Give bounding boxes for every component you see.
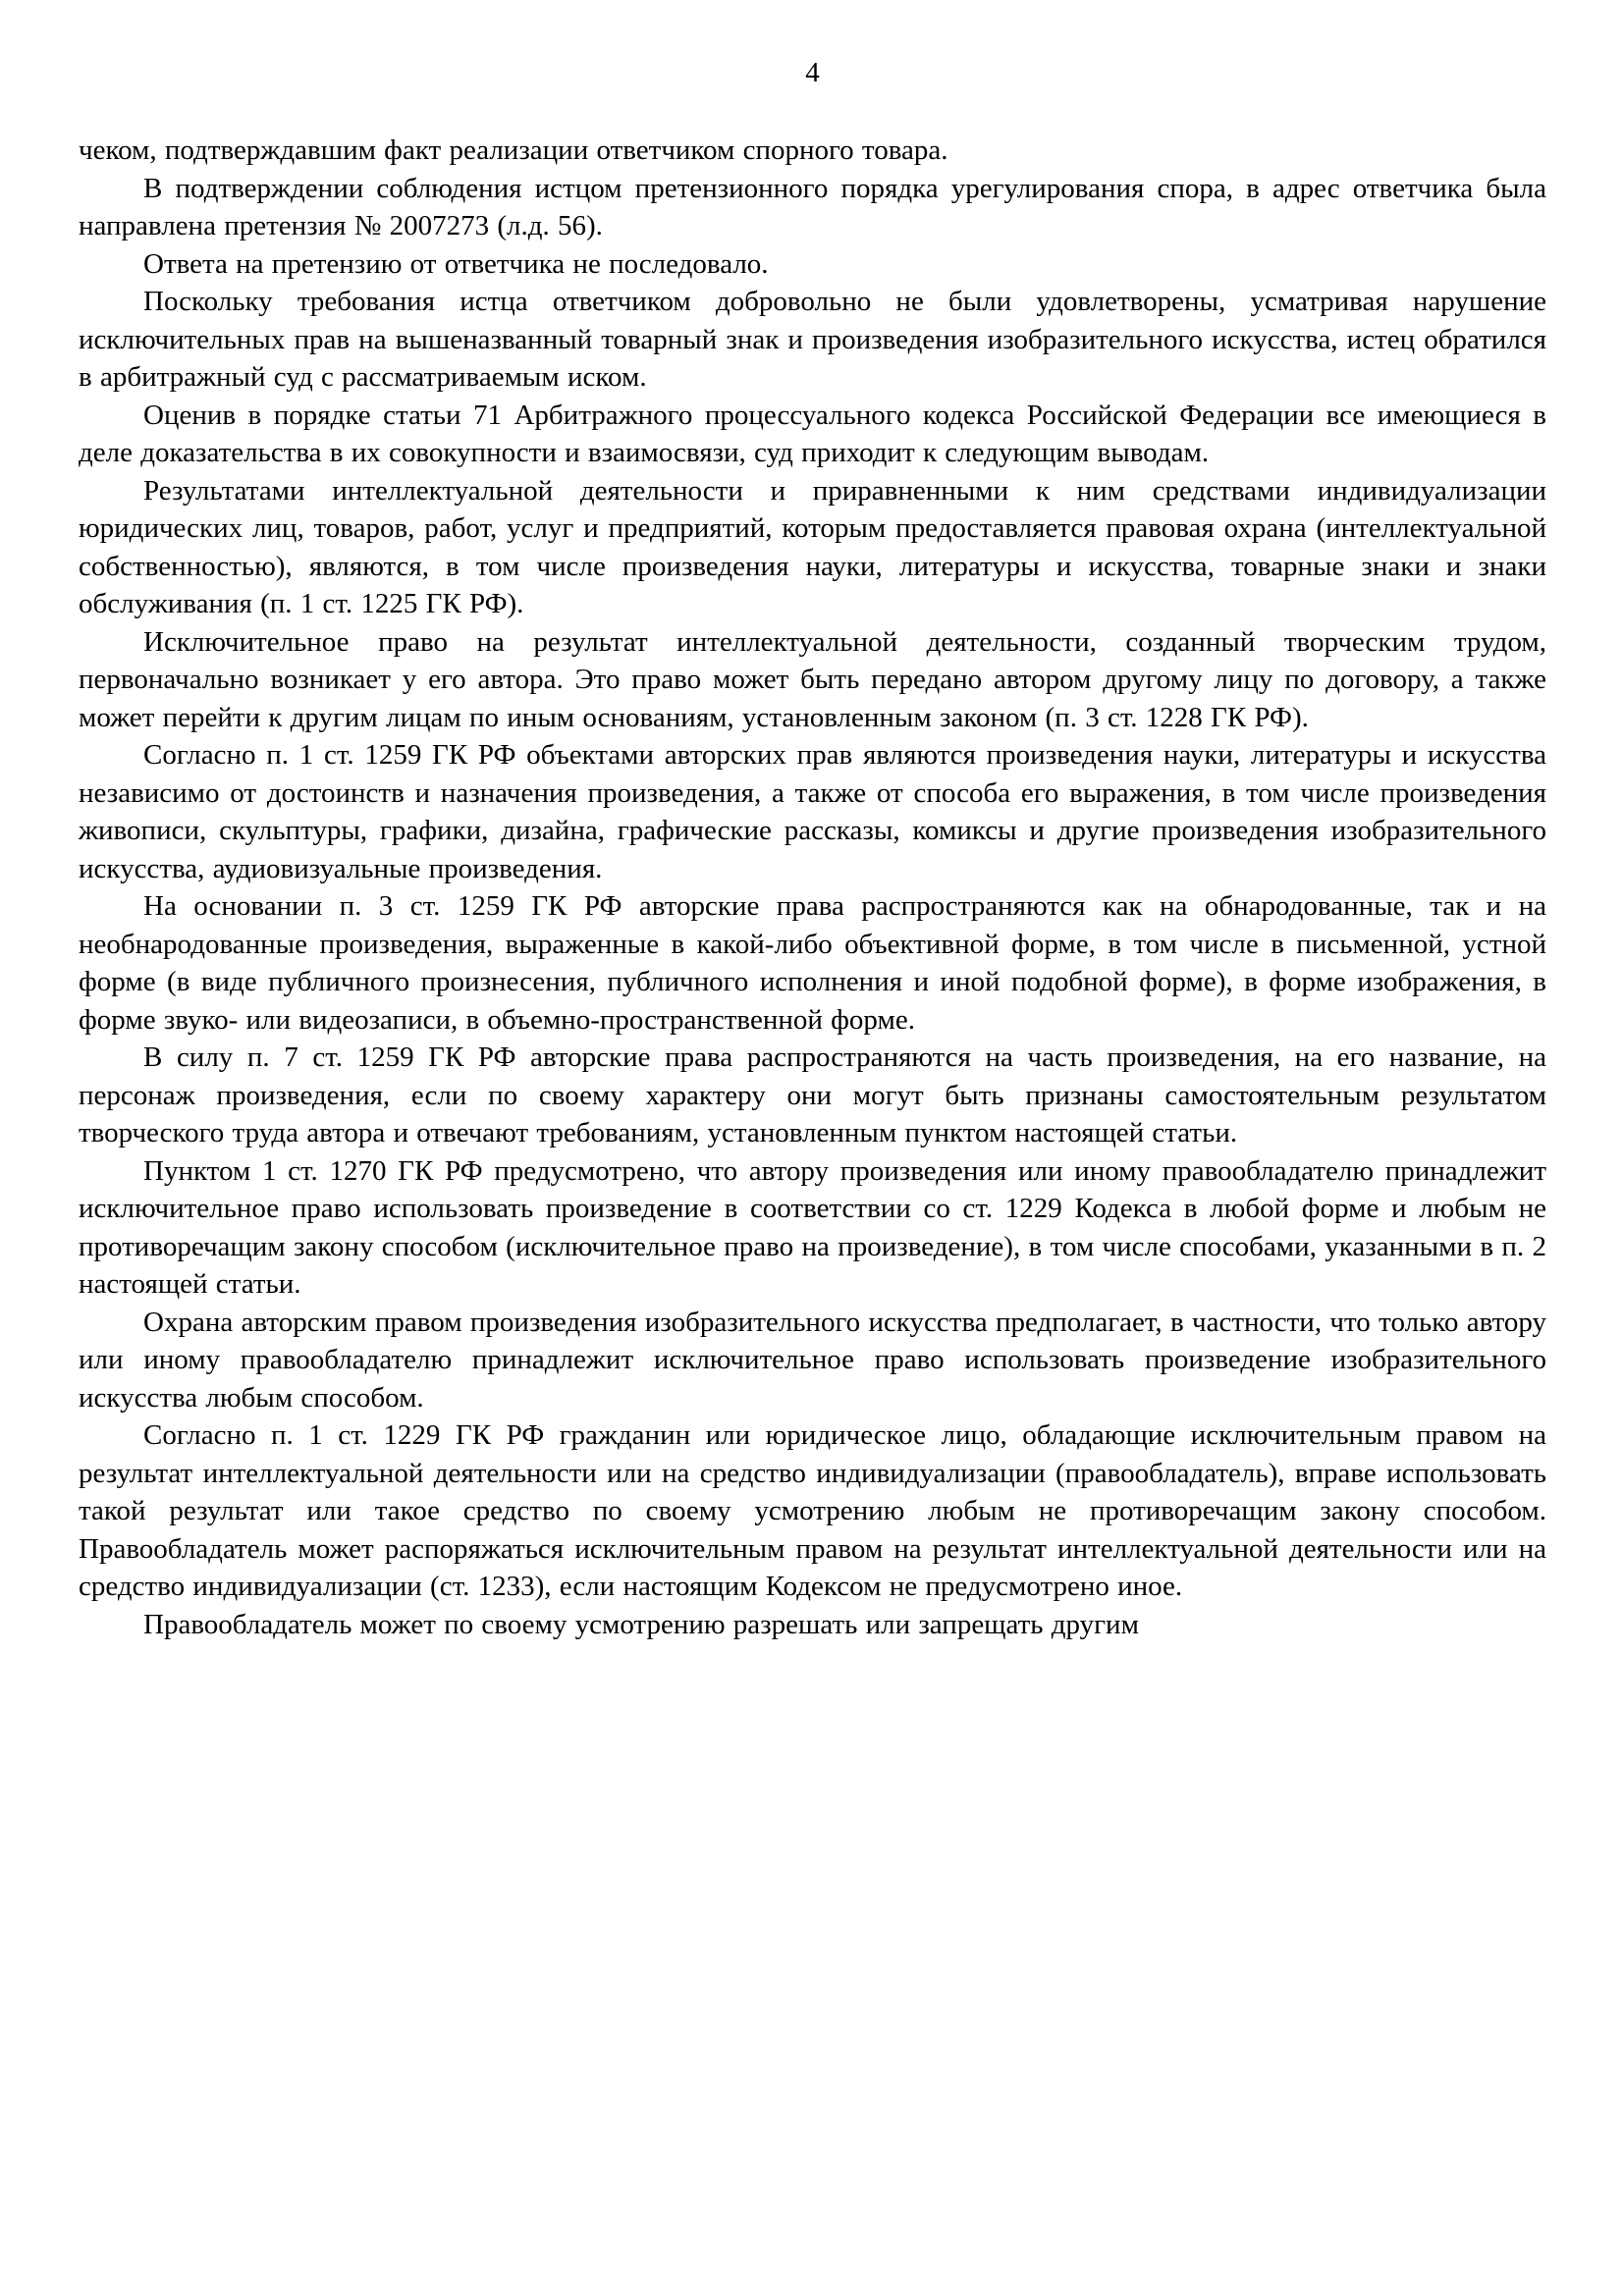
document-body — [79, 132, 1546, 1643]
paragraph: На основании п. 3 ст. 1259 ГК РФ авторские права распространяются как на обнародованные, так и на необнародованные произведения, выраженные в какой-либо объективной форме, в том числе в письменной, устной форме (в виде публичного произнесения, публичного исполнения и иной подобной форме), в форме изображения, в форме звуко- или видеозаписи, в объемно-пространственной форме. — [79, 890, 1546, 1036]
paragraph: В подтверждении соблюдения истцом претензионного порядка урегулирования спора, в адрес ответчика была направлена претензия № 2007273 (л.д. 56). — [79, 172, 1546, 241]
paragraph: Оценив в порядке статьи 71 Арбитражного процессуального кодекса Российской Федерации все имеющиеся в деле доказательства в их совокупности и взаимосвязи, суд приходит к следующим выводам. — [79, 399, 1546, 468]
paragraph: Согласно п. 1 ст. 1229 ГК РФ гражданин или юридическое лицо, обладающие исключительным правом на результат интеллектуальной деятельности или на средство индивидуализации (правообладатель), вправе использовать такой результат или такое средство по своему усмотрению любым не противоречащим закону способом. Правообладатель может распоряжаться исключительным правом на результат интеллектуальной деятельности или на средство индивидуализации (ст. 1233), если настоящим Кодексом не предусмотрено иное. — [79, 1419, 1546, 1602]
paragraph: Исключительное право на результат интеллектуальной деятельности, созданный творческим трудом, первоначально возникает у его автора. Это право может быть передано автором другому лицу по договору, а также может перейти к другим лицам по иным основаниям, установленным законом (п. 3 ст. 1228 ГК РФ). — [79, 625, 1546, 733]
paragraph: В силу п. 7 ст. 1259 ГК РФ авторские права распространяются на часть произведения, на его название, на персонаж произведения, если по своему характеру они могут быть признаны самостоятельным результатом творческого труда автора и отвечают требованиям, установленным пунктом настоящей статьи. — [79, 1041, 1546, 1148]
paragraph: Пунктом 1 ст. 1270 ГК РФ предусмотрено, что автору произведения или иному правообладателю принадлежит исключительное право использовать произведение в соответствии со ст. 1229 Кодекса в любой форме и любым не противоречащим закону способом (исключительное право на произведение), в том числе способами, указанными в п. 2 настоящей статьи. — [79, 1154, 1546, 1300]
paragraph: Согласно п. 1 ст. 1259 ГК РФ объектами авторских прав являются произведения науки, литературы и искусства независимо от достоинств и назначения произведения, а также от способа его выражения, в том числе произведения живописи, скульптуры, графики, дизайна, графические рассказы, комиксы и другие произведения изобразительного искусства, аудиовизуальные произведения. — [79, 739, 1546, 884]
paragraph: Правообладатель может по своему усмотрению разрешать или запрещать другим — [143, 1608, 1139, 1640]
paragraph: Результатами интеллектуальной деятельности и приравненными к ним средствами индивидуализации юридических лиц, товаров, работ, услуг и предприятий, которым предоставляется правовая охрана (интеллектуальной собственностью), являются, в том числе произведения науки, литературы и искусства, товарные знаки и знаки обслуживания (п. 1 ст. 1225 ГК РФ). — [79, 474, 1546, 619]
paragraph: Поскольку требования истца ответчиком добровольно не были удовлетворены, усматривая нарушение исключительных прав на вышеназванный товарный знак и произведения изобразительного искусства, истец обратился в арбитражный суд с рассматриваемым иском. — [79, 286, 1546, 393]
paragraph: Охрана авторским правом произведения изобразительного искусства предполагает, в частности, что только автору или иному правообладателю принадлежит исключительное право использовать произведение изобразительного искусства любым способом. — [79, 1306, 1546, 1414]
paragraph: чеком, подтверждавшим факт реализации ответчиком спорного товара. — [79, 134, 948, 166]
paragraph: Ответа на претензию от ответчика не последовало. — [143, 247, 769, 280]
page-number: 4 — [805, 57, 820, 88]
